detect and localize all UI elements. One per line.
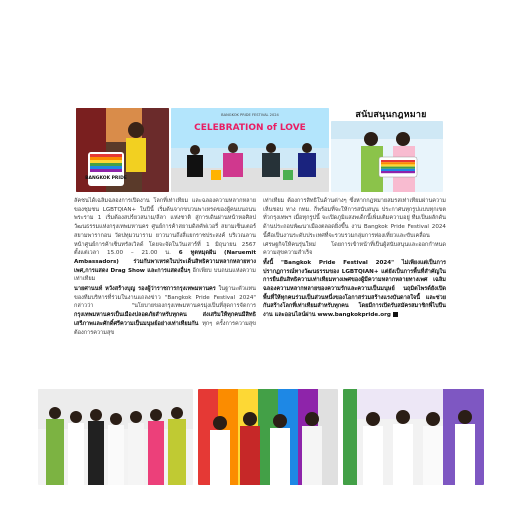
right-p1-text: เท่าเทียม ต้องการสิทธิในด้านต่างๆ ซึ่งหากกฎหมายสมรสเท่าเทียมผ่านความเห็นชอบ ทาง กทม. ก็พร้อมที่จะให้การสนับสนุน ประกาศนทุกรูปแบบทุกเขตทั่วกรุงเทพฯ เมื่อทุกรูปนี้ จะเปิดภูมิแสงพเด็กนี้เพิ่มเติมความอยู่ ทีมเป็นผลักดันด้านประถอบพัฒนาเมืองตลอดยิ่งขึ้น งาน Bangkok Pride Festival 2024 นี้คือเป็นงานระดับประเทศที่จะรวบรวมกลุ่มการท่องเที่ยวและขับเคลื่อนเศรษฐกิจให้คนรุ่นใหม่ โดยการเข้าหน้าที่เป็นผู้สนับสนุนและออกกำหนดความสุขความสำเร็จ	[263, 198, 446, 257]
photo-panel-stage	[171, 108, 329, 192]
left-p2-tail: ทุกๆ ครั้งการความสุข ต้องการความสุข	[74, 320, 256, 336]
photo-group-rainbow-3-image	[343, 389, 484, 485]
photo-group-rainbow-1-image	[38, 389, 193, 485]
photo-group-rainbow-1	[38, 389, 193, 485]
photo-b-banner-text: CELEBRATION of LOVE	[194, 123, 306, 133]
photo-two-people-sign	[331, 121, 443, 192]
photo-panel-stage-image	[171, 108, 329, 192]
left-paragraph-2	[74, 285, 256, 337]
right-paragraph-1	[263, 197, 446, 258]
photo-presenter-podium-image	[76, 108, 169, 192]
left-p1-text: ลัคชนได้เฉลิมฉลองการเปิดงาน โลกที่เท่าเทียม และฉลองความหลากหลายของชุมชน LGBTQIAN+ ในปีนี้ เริ่มต้นจากขบวนพาเหรดของผู้คนบนถนนพระราม 1 เริ่มต้องสปร์ยวสนาม/ลีลา แห่งชาติ สู่การเดินผ่านหน้าหอศิลปวัฒนธรรมแห่งกรุงเทพมหานคร ศูนย์การค้าสยามดิสคัฟเวอรี่ สยามเซ็นเตอร์ สยามพารากอน วัดปทุมวนาราม ยาวนานถึงสี่แยกราชประสงค์ บริเวณลานหน้าศูนย์การค้าเซ็นทรัลเวิลด์ โดยจะจัดในวันเสาร์ที่ 1 มิถุนายน 2567 ตั้งแต่เวลา 15.00 – 21.00 น.	[74, 198, 256, 257]
photo-group-rainbow-2-image	[198, 389, 338, 485]
left-p2-text: ในฐานะตัวแทนของทีมบริหารที่ร่วมในงานแถลงข่าว "Bangkok Pride Festival 2024" กล่าวว่า "นโยบายของกรุงเทพมหานครมุ่งเป็นที่สุดการจัดการ	[74, 286, 256, 310]
article-end-mark	[393, 312, 398, 317]
right-paragraph-2	[263, 259, 446, 320]
left-p1-tail: อีกเพียบ บนถนนแห่งความเท่าเทียม	[74, 267, 256, 283]
photo-two-people-sign-image	[331, 121, 443, 192]
article-column-left	[74, 197, 256, 338]
photo-group-rainbow-3	[343, 389, 484, 485]
photo-group-rainbow-2	[198, 389, 338, 485]
article-column-right	[263, 197, 446, 321]
photo-presenter-podium	[76, 108, 169, 192]
right-p2-bold: ทั้งนี้ "Bangkok Pride Festival 2024" ไม่เพียงแต่เป็นการปรากฏการณ์ทางวัฒนธรรมของ LGBTQIAN+ แต่ยังเป็นการพื้นที่สำคัญในการยืนยันสิทธิความเท่าเทียมทางเพศของผู้มีความหลากหลายทางเพศ เฉลิมฉลองความหลากหลายของความรักและความเป็นมนุษย์ นฤมิตไพรด์ยังเปิดพื้นที่ให้ทุกคนร่วมเป็นส่วนหนึ่งของโอกาสร่วมสร้างแรงบันดาลใจนี้ และช่วยกันสร้างโลกที่เท่าเทียมสำหรับทุกคน โดยมีการเปิดรับสมัครสมาชิกพี่ไบปีนงาน และออนไลน์ผ่าน www.bangkokpride.org	[263, 259, 446, 319]
photo-a-sign-text: BANGKOK PRIDE	[85, 176, 127, 181]
left-p1-bold: 6 ทูตหมุดฝัน (Naruemit Ambassadors) ร่วมกันพาเหรดในประเด็นสิทธิความหลากหลายทางเพศ,การแสดง Drag Show และการแสดงอื่นๆ	[74, 250, 257, 274]
section-headline: สนับสนุนกฎหมาย	[355, 110, 427, 120]
left-p2-bold: นายศานนท์ หวังสร้างบุญ รองผู้ว่าราชการกรุงเทพมหานคร	[74, 286, 216, 293]
left-p2-bold-2: กรุงเทพมหานครเป็นเมืองปลอดภัยสำหรับทุกคน ส่งเสริมให้ทุกคนมีสิทธิเสรีภาพและศักดิ์ศรีความเป็นมนุษย์อย่างเท่าเทียมกัน	[74, 312, 256, 327]
photo-b-subbanner-text: BANGKOK PRIDE FESTIVAL 2024	[221, 113, 279, 117]
left-paragraph-1	[74, 197, 256, 284]
